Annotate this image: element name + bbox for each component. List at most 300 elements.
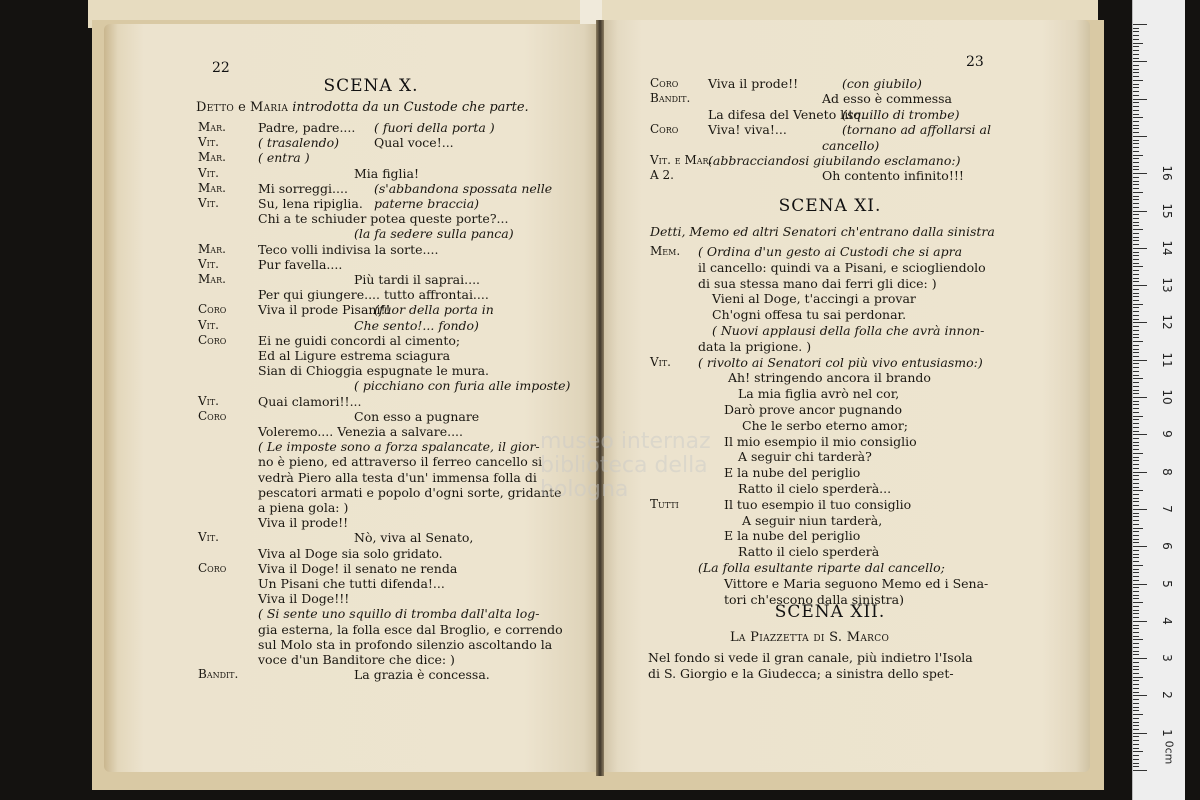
ruler-tick xyxy=(1133,651,1139,652)
speaker-label: Vit. xyxy=(198,393,219,408)
verse-line: Quai clamori!!... xyxy=(258,393,362,409)
ruler-tick xyxy=(1133,707,1139,708)
ruler-tick xyxy=(1133,278,1139,279)
ruler-tick xyxy=(1133,393,1139,394)
ruler-tick xyxy=(1133,270,1139,271)
speaker-label: Vit. xyxy=(198,530,219,545)
book-gutter xyxy=(596,20,604,776)
speaker-label: Vit. xyxy=(198,135,219,150)
ruler-tick xyxy=(1133,225,1139,226)
verse-line: ( Le imposte sono a forza spalancate, il gior- xyxy=(258,439,540,455)
ruler-tick xyxy=(1133,248,1147,249)
ruler-tick xyxy=(1133,293,1139,294)
ruler-tick xyxy=(1133,341,1143,342)
speaker-label: Coro xyxy=(650,122,679,137)
verse-line: Per qui giungere.... tutto affrontai.... xyxy=(258,287,489,303)
verse-line: Darò prove ancor pugnando xyxy=(724,402,902,417)
ruler-tick xyxy=(1133,259,1139,260)
ruler-tick xyxy=(1133,639,1143,640)
speaker-label: Bandit. xyxy=(650,91,691,106)
ruler-tick xyxy=(1133,412,1139,413)
ruler-tick xyxy=(1133,595,1139,596)
ruler-tick xyxy=(1133,252,1139,253)
verse-line: voce d'un Banditore che dice: ) xyxy=(258,652,455,667)
left-page xyxy=(104,24,598,772)
verse-line: Su, lena ripiglia. xyxy=(258,196,363,211)
ruler-tick xyxy=(1133,401,1139,402)
verse-line: ( Nuovi applausi della folla che avrà innon- xyxy=(712,323,985,338)
ruler-tick xyxy=(1133,121,1139,122)
ruler-tick xyxy=(1133,606,1139,607)
ruler-tick xyxy=(1133,289,1139,290)
ruler-tick xyxy=(1133,128,1139,129)
ruler-tick xyxy=(1133,479,1139,480)
ruler-tick xyxy=(1133,442,1139,443)
ruler-tick xyxy=(1133,625,1139,626)
measuring-ruler xyxy=(1132,0,1185,800)
ruler-tick xyxy=(1133,345,1139,346)
ruler-tick xyxy=(1133,733,1147,734)
verse-line: il cancello: quindi va a Pisani, e sciogliendolo xyxy=(698,259,986,275)
ruler-tick xyxy=(1133,677,1143,678)
ruler-tick xyxy=(1133,218,1139,219)
ruler-tick xyxy=(1133,326,1139,327)
ruler-number: 14 xyxy=(1160,240,1174,256)
ruler-tick xyxy=(1133,95,1139,96)
speaker-label: Vit. xyxy=(650,354,671,369)
speaker-label: Coro xyxy=(198,560,227,575)
ruler-tick xyxy=(1133,371,1139,372)
ruler-tick xyxy=(1133,76,1139,77)
ruler-tick xyxy=(1133,416,1143,417)
ruler-tick xyxy=(1133,169,1139,170)
ruler-tick xyxy=(1133,281,1139,282)
ruler-tick xyxy=(1133,72,1139,73)
verse-line: no è pieno, ed attraverso il ferreo cancello si xyxy=(258,454,543,470)
ruler-tick xyxy=(1133,140,1139,141)
ruler-tick xyxy=(1133,143,1139,144)
ruler-tick xyxy=(1133,375,1139,376)
ruler-tick xyxy=(1133,106,1139,107)
ruler-tick xyxy=(1133,84,1139,85)
speaker-label: Mar. xyxy=(198,120,226,134)
stage-direction: ( picchiano con furia alle imposte) xyxy=(354,378,571,394)
verse-line: Il mio esempio il mio consiglio xyxy=(724,433,917,449)
ruler-tick xyxy=(1133,710,1139,711)
ruler-tick xyxy=(1133,714,1143,715)
verse-line: Oh contento infinito!!! xyxy=(822,168,964,184)
verse-line: Vittore e Maria seguono Memo ed i Sena- xyxy=(724,575,989,591)
verse-line: pescatori armati e popolo d'ogni sorte, gridante xyxy=(258,484,562,500)
ruler-tick xyxy=(1133,386,1139,387)
ruler-tick xyxy=(1133,751,1143,752)
ruler-tick xyxy=(1133,509,1147,510)
verse-line: La mia figlia avrò nel cor, xyxy=(738,386,900,402)
ruler-tick xyxy=(1133,576,1139,577)
ruler-tick xyxy=(1133,766,1139,767)
ruler-tick xyxy=(1133,356,1139,357)
ruler-tick xyxy=(1133,535,1139,536)
ruler-tick xyxy=(1133,181,1139,182)
scene-title: SCENA XI. xyxy=(778,196,882,216)
ruler-tick xyxy=(1133,110,1139,111)
ruler-tick xyxy=(1133,31,1139,32)
ruler-tick xyxy=(1133,531,1139,532)
ruler-tick xyxy=(1133,61,1147,62)
ruler-tick xyxy=(1133,322,1147,323)
ruler-tick xyxy=(1133,457,1139,458)
verse-line: Ei ne guidi concordi al cimento; xyxy=(258,332,461,348)
ruler-tick xyxy=(1133,214,1139,215)
ruler-tick xyxy=(1133,285,1147,286)
ruler-tick xyxy=(1133,464,1139,465)
ruler-tick xyxy=(1133,188,1139,189)
ruler-tick xyxy=(1133,427,1139,428)
ruler-tick xyxy=(1133,24,1147,25)
scene-subtitle: Detti, Memo ed altri Senatori ch'entrano dalla sinistra xyxy=(650,224,995,239)
ruler-tick xyxy=(1133,192,1143,193)
verse-line: Mia figlia! xyxy=(354,165,420,181)
ruler-tick xyxy=(1133,263,1139,264)
stage-direction: (tornano ad affollarsi al xyxy=(842,122,991,138)
stage-direction: (con giubilo) xyxy=(842,76,922,91)
ruler-tick xyxy=(1133,628,1139,629)
verse-line: Ratto il cielo sperderà... xyxy=(738,481,892,496)
ruler-tick xyxy=(1133,300,1139,301)
ruler-tick xyxy=(1133,718,1139,719)
ruler-tick xyxy=(1133,207,1139,208)
ruler-tick xyxy=(1133,621,1147,622)
ruler-tick xyxy=(1133,363,1139,364)
ruler-tick xyxy=(1133,449,1139,450)
speaker-label: Bandit. xyxy=(198,667,239,682)
ruler-tick xyxy=(1133,539,1139,540)
ruler-tick xyxy=(1133,397,1147,398)
ruler-tick xyxy=(1133,554,1139,555)
ruler-tick xyxy=(1133,274,1139,275)
ruler-number: 13 xyxy=(1160,277,1174,293)
verse-line: (La folla esultante riparte dal cancello; xyxy=(698,560,945,575)
ruler-tick xyxy=(1133,237,1139,238)
ruler-number: 6 xyxy=(1160,542,1174,550)
ruler-tick xyxy=(1133,307,1139,308)
verse-line: Il tuo esempio il tuo consiglio xyxy=(724,496,912,512)
verse-line: Voleremo.... Venezia a salvare.... xyxy=(258,424,464,439)
ruler-tick xyxy=(1133,136,1147,137)
verse-line: Pur favella.... xyxy=(258,256,343,272)
ruler-number: 9 xyxy=(1160,430,1174,439)
speaker-label: Tutti xyxy=(650,496,679,511)
ruler-tick xyxy=(1133,434,1147,435)
verse-line: Vieni al Doge, t'accingi a provar xyxy=(712,291,916,307)
ruler-tick xyxy=(1133,490,1143,491)
ruler-tick xyxy=(1133,658,1147,659)
verse-line: Sian di Chioggia espugnate le mura. xyxy=(258,363,490,379)
ruler-tick xyxy=(1133,613,1139,614)
ruler-tick xyxy=(1133,35,1139,36)
ruler-tick xyxy=(1133,610,1139,611)
verse-line: Con esso a pugnare xyxy=(354,408,480,424)
ruler-tick xyxy=(1133,602,1143,603)
ruler-tick xyxy=(1133,770,1147,771)
ruler-tick xyxy=(1133,483,1139,484)
speaker-label: Mar. xyxy=(198,150,226,165)
ruler-tick xyxy=(1133,763,1139,764)
ruler-tick xyxy=(1133,643,1139,644)
ruler-tick xyxy=(1133,199,1139,200)
scene-title: SCENA XII. xyxy=(774,602,886,622)
ruler-number: 16 xyxy=(1160,165,1174,181)
ruler-tick xyxy=(1133,438,1139,439)
ruler-tick xyxy=(1133,211,1147,212)
speaker-label: Coro xyxy=(198,302,227,317)
ruler-tick xyxy=(1133,330,1139,331)
stage-direction: Che sento!... fondo) xyxy=(354,317,479,333)
verse-line: ( Ordina d'un gesto ai Custodi che si apra xyxy=(698,244,963,259)
speaker-label: Mar. xyxy=(198,241,226,256)
verse-line: Viva il prode!! xyxy=(708,76,799,91)
speaker-label: Mar. xyxy=(198,180,226,195)
verse-line: Ah! stringendo ancora il brando xyxy=(728,370,931,386)
ruler-tick xyxy=(1133,46,1139,47)
ruler-number: 10 xyxy=(1160,389,1174,405)
verse-line: Viva! viva!... xyxy=(708,122,787,138)
speaker-label: Coro xyxy=(198,408,227,423)
ruler-tick xyxy=(1133,524,1139,525)
ruler-tick xyxy=(1133,50,1139,51)
ruler-tick xyxy=(1133,54,1139,55)
ruler-tick xyxy=(1133,255,1139,256)
speaker-label: A 2. xyxy=(650,168,674,183)
ruler-tick xyxy=(1133,580,1139,581)
ruler-tick xyxy=(1133,759,1139,760)
ruler-tick xyxy=(1133,334,1139,335)
verse-line: Ch'ogni offesa tu sai perdonar. xyxy=(712,307,907,323)
ruler-tick xyxy=(1133,617,1139,618)
ruler-tick xyxy=(1133,244,1139,245)
ruler-tick xyxy=(1133,352,1139,353)
verse-line: ( Si sente uno squillo di tromba dall'alta log- xyxy=(258,606,540,622)
speaker-label: Vit. xyxy=(198,317,219,332)
ruler-tick xyxy=(1133,296,1139,297)
ruler-tick xyxy=(1133,557,1139,558)
ruler-tick xyxy=(1133,408,1139,409)
verse-line: ( trasalendo) xyxy=(258,135,340,151)
ruler-number: 5 xyxy=(1160,579,1174,588)
verse-line: di sua stessa mano dai ferri gli dice: ) xyxy=(698,275,937,291)
ruler-unit-label: 0cm xyxy=(1162,740,1176,765)
ruler-tick xyxy=(1133,203,1139,204)
verse-line: Un Pisani che tutti difenda!... xyxy=(258,576,445,591)
ruler-tick xyxy=(1133,80,1143,81)
verse-line: Viva il Doge!!! xyxy=(258,591,350,607)
page-number: 22 xyxy=(212,60,230,76)
ruler-tick xyxy=(1133,572,1139,573)
scene-title: SCENA X. xyxy=(323,76,419,96)
ruler-tick xyxy=(1133,550,1139,551)
verse-line: Che le serbo eterno amor; xyxy=(742,417,909,433)
ruler-tick xyxy=(1133,28,1139,29)
library-watermark: museo internaz biblioteca della bologna xyxy=(540,429,711,502)
ruler-tick xyxy=(1133,349,1139,350)
verse-line: E la nube del periglio xyxy=(724,465,861,481)
ruler-tick xyxy=(1133,132,1139,133)
verse-line: Nò, viva al Senato, xyxy=(354,530,474,546)
ruler-tick xyxy=(1133,91,1139,92)
ruler-tick xyxy=(1133,587,1139,588)
ruler-tick xyxy=(1133,666,1139,667)
ruler-tick xyxy=(1133,162,1139,163)
verse-line: di S. Giorgio e la Giudecca; a sinistra dello spet- xyxy=(648,665,954,681)
ruler-tick xyxy=(1133,729,1139,730)
ruler-tick xyxy=(1133,516,1139,517)
ruler-tick xyxy=(1133,498,1139,499)
ruler-number: 4 xyxy=(1160,616,1174,625)
ruler-tick xyxy=(1133,561,1139,562)
ruler-tick xyxy=(1133,669,1139,670)
ruler-tick xyxy=(1133,748,1139,749)
ruler-tick xyxy=(1133,722,1139,723)
ruler-tick xyxy=(1133,445,1139,446)
ruler-tick xyxy=(1133,475,1139,476)
verse-line: La difesa del Veneto lito. xyxy=(708,106,865,122)
ruler-tick xyxy=(1133,598,1139,599)
verse-line: ( rivolto ai Senatori col più vivo entusiasmo:) xyxy=(698,354,983,370)
ruler-tick xyxy=(1133,662,1139,663)
verse-line: Viva il prode Pisani!! xyxy=(258,302,391,318)
ruler-number: 11 xyxy=(1160,352,1174,368)
scene-subtitle: La Piazzetta di S. Marco xyxy=(730,630,890,645)
ruler-tick xyxy=(1133,692,1139,693)
verse-line: Qual voce!... xyxy=(374,135,454,151)
ruler-number: 2 xyxy=(1160,691,1174,700)
ruler-tick xyxy=(1133,222,1139,223)
ruler-tick xyxy=(1133,319,1139,320)
ruler-tick xyxy=(1133,673,1139,674)
verse-line: E la nube del periglio xyxy=(724,528,861,544)
verse-line: vedrà Piero alla testa d'un' immensa folla di xyxy=(258,469,537,485)
stage-direction: (s'abbandona spossata nelle xyxy=(374,180,553,196)
ruler-tick xyxy=(1133,125,1139,126)
ruler-tick xyxy=(1133,565,1143,566)
ruler-tick xyxy=(1133,184,1139,185)
ruler-tick xyxy=(1133,58,1139,59)
verse-line: A seguir niun tarderà, xyxy=(742,512,883,528)
stage-direction: (fuor della porta in xyxy=(374,302,494,318)
ruler-tick xyxy=(1133,453,1143,454)
ruler-tick xyxy=(1133,494,1139,495)
ruler-tick xyxy=(1133,155,1143,156)
ruler-number: 1 xyxy=(1160,728,1174,737)
speaker-label: Mar. xyxy=(198,272,226,286)
speaker-label: Coro xyxy=(198,332,227,347)
ruler-tick xyxy=(1133,177,1139,178)
verse-line: Mi sorreggi.... xyxy=(258,180,348,196)
ruler-tick xyxy=(1133,102,1139,103)
verse-line: Viva al Doge sia solo gridato. xyxy=(258,545,443,561)
ruler-tick xyxy=(1133,647,1139,648)
ruler-tick xyxy=(1133,591,1139,592)
ruler-tick xyxy=(1133,703,1139,704)
verse-line: Viva il prode!! xyxy=(258,515,349,531)
verse-line: Teco volli indivisa la sorte.... xyxy=(258,241,439,257)
ruler-number: 7 xyxy=(1160,505,1174,513)
stage-direction: (la fa sedere sulla panca) xyxy=(354,226,514,242)
ruler-tick xyxy=(1133,528,1143,529)
ruler-tick xyxy=(1133,69,1139,70)
ruler-tick xyxy=(1133,315,1139,316)
ruler-tick xyxy=(1133,311,1139,312)
ruler-tick xyxy=(1133,505,1139,506)
ruler-tick xyxy=(1133,233,1139,234)
ruler-tick xyxy=(1133,725,1139,726)
speaker-label: Vit. xyxy=(198,196,219,210)
ruler-tick xyxy=(1133,158,1139,159)
ruler-tick xyxy=(1133,87,1139,88)
ruler-tick xyxy=(1133,584,1147,585)
ruler-tick xyxy=(1133,636,1139,637)
ruler-tick xyxy=(1133,43,1143,44)
verse-line: ( entra ) xyxy=(258,150,310,166)
ruler-tick xyxy=(1133,65,1139,66)
ruler-tick xyxy=(1133,360,1147,361)
ruler-tick xyxy=(1133,487,1139,488)
verse-line: Chi a te schiuder potea queste porte?... xyxy=(258,211,509,227)
verse-line: Ed al Ligure estrema sciagura xyxy=(258,348,451,363)
ruler-tick xyxy=(1133,684,1139,685)
stage-direction: cancello) xyxy=(822,137,880,153)
speaker-label: Vit. xyxy=(198,165,219,180)
verse-line: Ad esso è commessa xyxy=(822,91,953,107)
ruler-tick xyxy=(1133,569,1139,570)
ruler-tick xyxy=(1133,546,1147,547)
ruler-tick xyxy=(1133,173,1147,174)
verse-line: Nel fondo si vede il gran canale, più indietro l'Isola xyxy=(648,650,973,665)
ruler-tick xyxy=(1133,337,1139,338)
ruler-tick xyxy=(1133,431,1139,432)
verse-line: (abbracciandosi giubilando esclamano:) xyxy=(708,153,961,168)
ruler-tick xyxy=(1133,472,1147,473)
ruler-tick xyxy=(1133,680,1139,681)
verse-line: data la prigione. ) xyxy=(698,338,812,354)
ruler-number: 12 xyxy=(1160,314,1174,331)
verse-line: gia esterna, la folla esce dal Broglio, e correndo xyxy=(258,621,563,637)
verse-line: Più tardi il saprai.... xyxy=(354,272,481,287)
scene-subtitle: Detto e Maria introdotta da un Custode che parte. xyxy=(196,100,529,115)
ruler-tick xyxy=(1133,501,1139,502)
verse-line: a piena gola: ) xyxy=(258,500,349,515)
ruler-tick xyxy=(1133,419,1139,420)
ruler-tick xyxy=(1133,367,1139,368)
ruler-tick xyxy=(1133,39,1139,40)
ruler-tick xyxy=(1133,688,1139,689)
ruler-tick xyxy=(1133,755,1139,756)
ruler-tick xyxy=(1133,166,1139,167)
verse-line: Padre, padre.... xyxy=(258,120,356,135)
speaker-label: Mem. xyxy=(650,244,681,258)
ruler-tick xyxy=(1133,460,1139,461)
ruler-number: 3 xyxy=(1160,654,1174,662)
ruler-tick xyxy=(1133,304,1143,305)
ruler-tick xyxy=(1133,542,1139,543)
speaker-label: Vit. xyxy=(198,256,219,271)
ruler-tick xyxy=(1133,695,1147,696)
stage-direction: (squillo di trombe) xyxy=(842,106,960,122)
ruler-tick xyxy=(1133,632,1139,633)
ruler-tick xyxy=(1133,114,1139,115)
verse-line: La grazia è concessa. xyxy=(354,667,490,683)
speaker-label: Coro xyxy=(650,76,679,90)
